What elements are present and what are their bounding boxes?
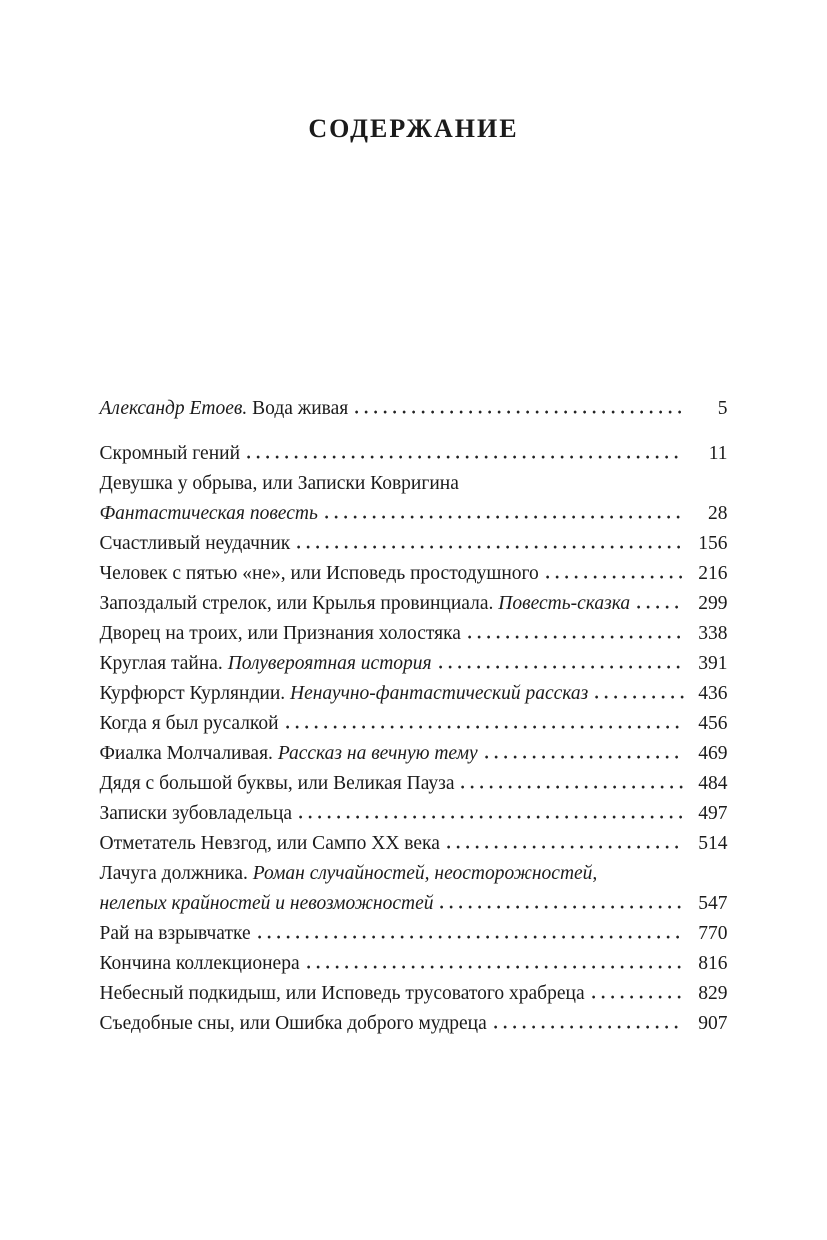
entry-title-segment: Записки зубовладельца (99, 803, 293, 824)
toc-entry-line (100, 439, 728, 469)
entry-subtitle-segment: Рассказ на вечную тему (272, 743, 478, 764)
entry-title-segment: Кончина коллекционера (99, 953, 300, 974)
dot-leader (637, 592, 683, 611)
toc-entry (100, 589, 728, 619)
dot-leader (439, 652, 684, 671)
entry-title (100, 769, 455, 799)
toc-entry-line (100, 619, 728, 649)
toc-entry-line (100, 559, 728, 589)
page-number: 299 (698, 593, 728, 614)
toc-entry-line (100, 1009, 728, 1039)
entry-title (100, 469, 459, 499)
toc-entry (100, 919, 728, 949)
toc-entry (100, 679, 728, 709)
toc-entry (100, 394, 728, 424)
entry-title (100, 529, 291, 559)
entry-title-segment: Вода живая (247, 398, 349, 419)
entry-title (100, 394, 349, 424)
dot-leader (325, 502, 684, 521)
entry-title (100, 649, 432, 679)
page-number: 11 (708, 443, 728, 464)
toc-entry-line (100, 979, 728, 1009)
entry-subtitle-segment: нелепых крайностей и невозможностей (99, 893, 434, 914)
entry-title-segment: Небесный подкидыш, или Исповедь трусоватого храбреца (99, 983, 585, 1004)
entry-title (100, 889, 434, 919)
entry-title-segment: Девушка у обрыва, или Записки Ковригина (99, 473, 459, 494)
toc-entry (100, 859, 728, 919)
toc-entry (100, 439, 728, 469)
toc-entry (100, 1009, 728, 1039)
entry-title-segment: Курфюрст Курляндии. (99, 683, 286, 704)
toc-entry-line (100, 859, 728, 889)
entry-title (100, 619, 461, 649)
toc-entry-line (100, 889, 728, 919)
dot-leader (297, 532, 683, 551)
entry-title (100, 979, 585, 1009)
entry-title-segment: Дядя с большой буквы, или Великая Пауза (99, 773, 455, 794)
entry-title (100, 919, 251, 949)
entry-subtitle-segment: Александр Етоев. (99, 398, 248, 419)
entry-title-segment: Лачуга должника. (99, 863, 248, 884)
toc-entry (100, 559, 728, 589)
toc-entry (100, 649, 728, 679)
dot-leader (307, 952, 684, 971)
page-number: 436 (698, 683, 728, 704)
page-number: 484 (698, 773, 728, 794)
toc-entry-line (100, 919, 728, 949)
toc-entry-line (100, 394, 728, 424)
toc-entry-line (100, 679, 728, 709)
entry-subtitle-segment: Фантастическая повесть (99, 503, 318, 524)
toc-entry-line (100, 529, 728, 559)
page-number: 216 (698, 563, 728, 584)
toc-entry-line (100, 469, 728, 499)
dot-leader (286, 712, 684, 731)
toc-entry (100, 739, 728, 769)
page-number: 156 (698, 533, 728, 554)
toc-entry (100, 709, 728, 739)
entry-title-segment: Человек с пятью «не», или Исповедь простодушного (99, 563, 539, 584)
toc-entry (100, 829, 728, 859)
toc-entry (100, 619, 728, 649)
dot-leader (485, 742, 684, 761)
entry-title (100, 589, 631, 619)
table-of-contents (100, 394, 728, 1039)
entry-title (100, 1009, 487, 1039)
toc-entry-line (100, 949, 728, 979)
dot-leader (461, 772, 683, 791)
toc-entry-line (100, 589, 728, 619)
entry-title-segment: Скромный гений (99, 443, 240, 464)
entry-title-segment: Рай на взрывчатке (99, 923, 251, 944)
entry-title (100, 859, 598, 889)
dot-leader (592, 982, 684, 1001)
entry-subtitle-segment: Роман случайностей, неосторожностей, (247, 863, 598, 884)
entry-title (100, 739, 478, 769)
toc-entry (100, 979, 728, 1009)
entry-title-segment: Счастливый неудачник (99, 533, 291, 554)
entry-title (100, 559, 539, 589)
toc-entry (100, 529, 728, 559)
entry-title (100, 499, 318, 529)
page-number: 816 (698, 953, 728, 974)
entry-title-segment: Круглая тайна. (99, 653, 223, 674)
entry-title-segment: Отметатель Невзгод, или Сампо XX века (99, 833, 440, 854)
dot-leader (299, 802, 683, 821)
toc-entry (100, 949, 728, 979)
page-number: 469 (698, 743, 728, 764)
dot-leader (440, 892, 683, 911)
toc-entry-line (100, 499, 728, 529)
entry-title (100, 709, 279, 739)
toc-entry (100, 469, 728, 529)
entry-title-segment: Дворец на троих, или Признания холостяка (99, 623, 461, 644)
entry-title-segment: Съедобные сны, или Ошибка доброго мудреца (99, 1013, 487, 1034)
page-number: 547 (698, 893, 728, 914)
dot-leader (494, 1012, 684, 1031)
page-number: 770 (698, 923, 728, 944)
page-number: 391 (698, 653, 728, 674)
entry-subtitle-segment: Полувероятная история (222, 653, 432, 674)
toc-entry-line (100, 829, 728, 859)
entry-title-segment: Когда я был русалкой (99, 713, 279, 734)
dot-leader (595, 682, 683, 701)
dot-leader (355, 397, 683, 416)
toc-entry-line (100, 709, 728, 739)
dot-leader (447, 832, 684, 851)
page-number: 907 (698, 1013, 728, 1034)
page-number: 829 (698, 983, 728, 1004)
toc-entry-line (100, 649, 728, 679)
toc-entry-line (100, 769, 728, 799)
dot-leader (247, 442, 684, 461)
page-number: 456 (698, 713, 728, 734)
dot-leader (546, 562, 684, 581)
page-number: 5 (717, 398, 728, 419)
toc-entry (100, 769, 728, 799)
dot-leader (468, 622, 684, 641)
page-number: 497 (698, 803, 728, 824)
entry-title (100, 829, 440, 859)
entry-title-segment: Фиалка Молчаливая. (99, 743, 273, 764)
entry-title (100, 949, 300, 979)
toc-entry-line (100, 799, 728, 829)
entry-title (100, 679, 589, 709)
entry-subtitle-segment: Ненаучно-фантастический рассказ (285, 683, 589, 704)
dot-leader (258, 922, 684, 941)
page-number: 514 (698, 833, 728, 854)
entry-title-segment: Запоздалый стрелок, или Крылья провинциала. (99, 593, 494, 614)
toc-entry (100, 799, 728, 829)
page-number: 338 (698, 623, 728, 644)
toc-entry-line (100, 739, 728, 769)
entry-title (100, 439, 241, 469)
page-number: 28 (708, 503, 728, 524)
entry-title (100, 799, 293, 829)
page-title: СОДЕРЖАНИЕ (308, 114, 519, 143)
entry-subtitle-segment: Повесть-сказка (493, 593, 631, 614)
